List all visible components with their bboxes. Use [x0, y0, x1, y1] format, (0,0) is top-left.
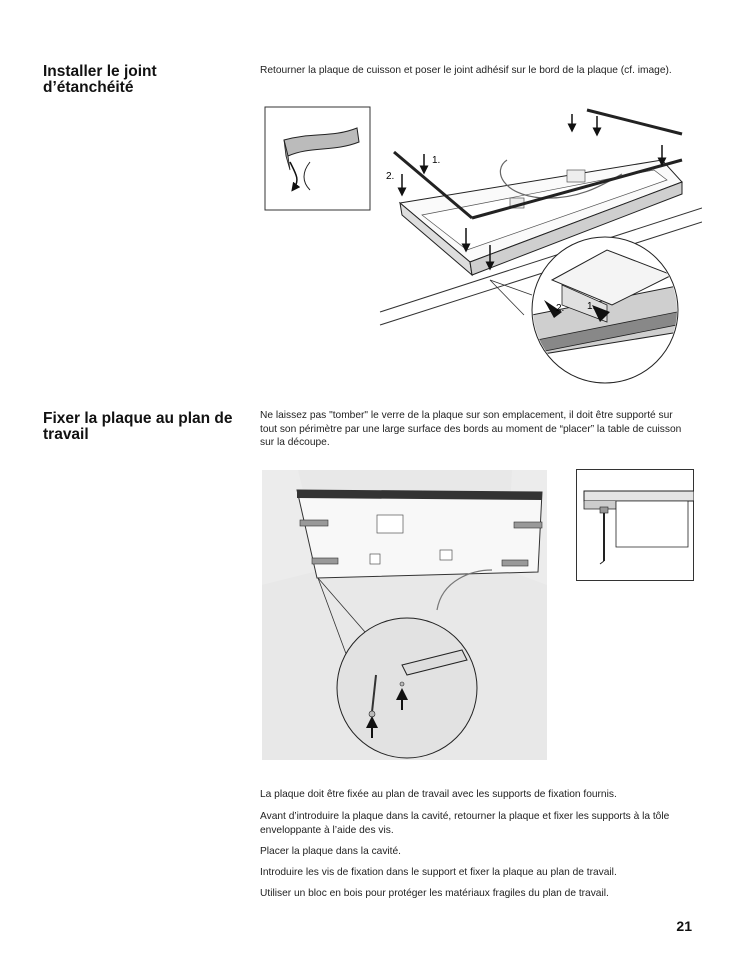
instruction-2: Avant d’introduire la plaque dans la cavité, retourner la plaque et fixer les supports à la tôle enveloppante à l’aide des vis.	[260, 811, 670, 836]
zoom-step1-label: 1.	[587, 301, 596, 312]
side-detail-figure	[576, 469, 694, 581]
bracket-zoom-circle	[337, 618, 477, 758]
cavity-installation-figure	[262, 470, 547, 760]
section-text-fixing: Ne laissez pas "tomber" le verre de la plaque sur son emplacement, il doit être supporté sur tout son périmètre par une large surface des bords au moment de “placer” la table de cuisson sur la découpe.	[260, 410, 682, 448]
section-heading-fixing: Fixer la plaque au plan de travail	[43, 410, 233, 443]
section-heading-seal: Installer le joint d’étanchéité	[43, 63, 157, 96]
step2-label: 2.	[386, 171, 395, 182]
instruction-3: Placer la plaque dans la cavité.	[260, 846, 402, 857]
section-text-seal: Retourner la plaque de cuisson et poser le joint adhésif sur le bord de la plaque (cf. image).	[260, 65, 672, 76]
step1-label: 1.	[432, 155, 441, 166]
zoom-step2-label: 2.	[556, 303, 565, 314]
instruction-5: Utiliser un bloc en bois pour protéger les matériaux fragiles du plan de travail.	[260, 888, 609, 899]
page-number: 21	[676, 918, 692, 934]
instruction-4: Introduire les vis de fixation dans le support et fixer la plaque au plan de travail.	[260, 867, 617, 878]
instruction-1: La plaque doit être fixée au plan de travail avec les supports de fixation fournis.	[260, 789, 617, 800]
seal-installation-figure	[262, 100, 702, 385]
seal-inset-box	[265, 107, 370, 210]
